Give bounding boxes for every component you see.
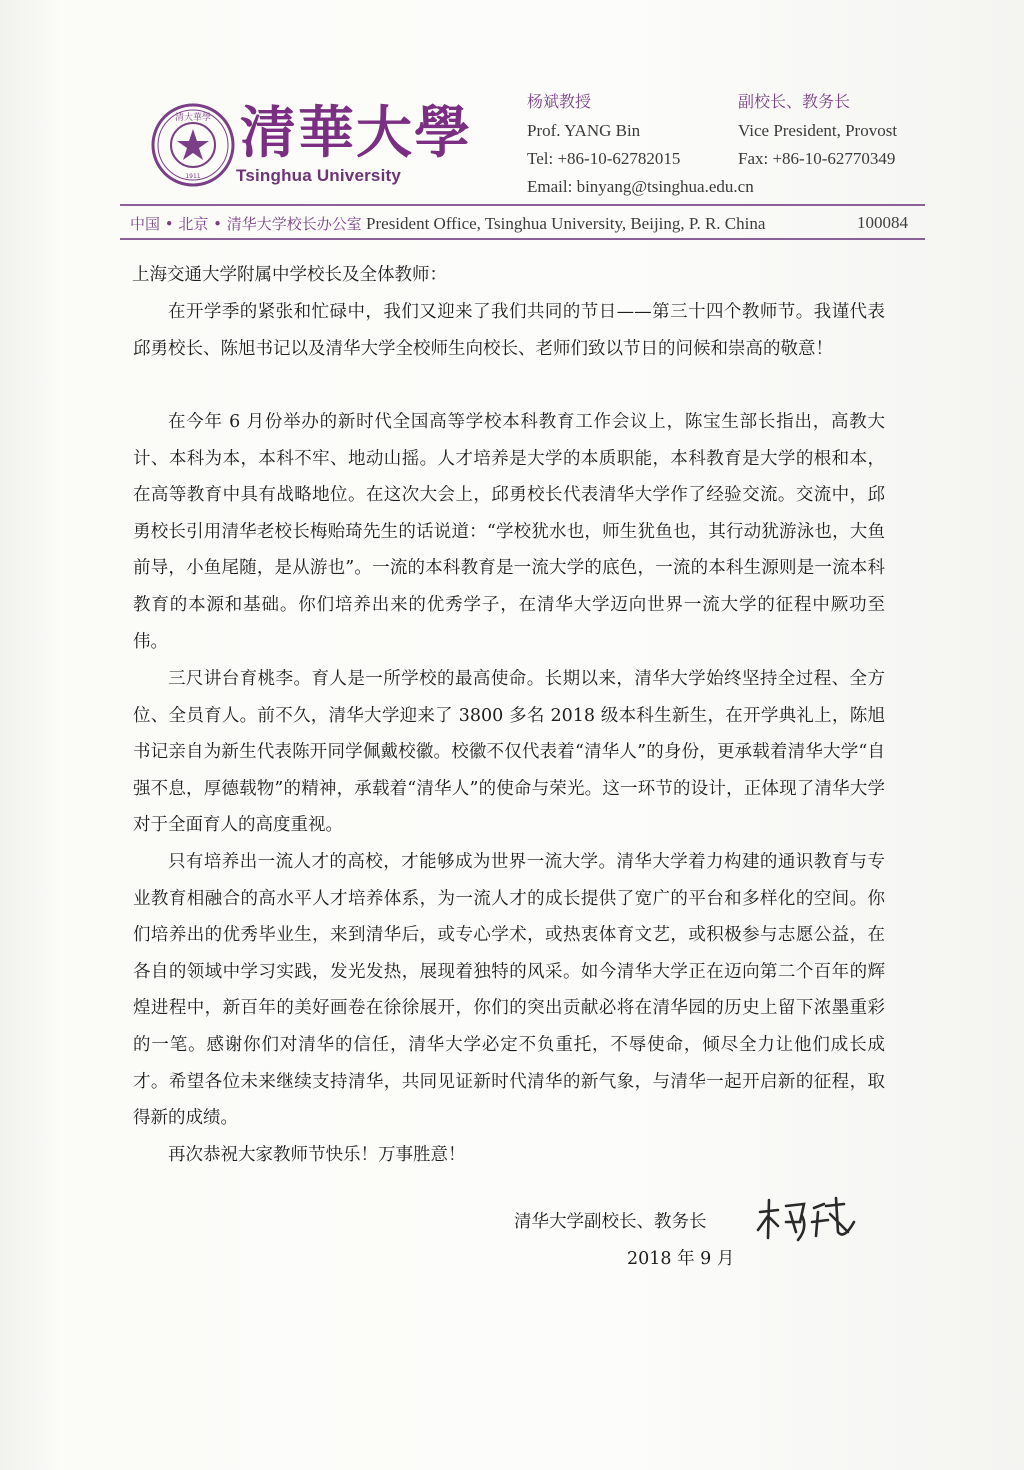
paragraph-2: 在今年 6 月份举办的新时代全国高等学校本科教育工作会议上，陈宝生部长指出，高教大计、本科为本，本科不牢、地动山摇。人才培养是大学的本质职能，本科教育是大学的根和本，在高等教育中具有战略地位。在这次大会上，邱勇校长代表清华大学作了经验交流。交流中，邱勇校长引用清华老校长梅贻琦先生的话说道：“学校犹水也，师生犹鱼也，其行动犹游泳也，大鱼前导，小鱼尾随，是从游也”。一流的本科教育是一流大学的底色，一流的本科生源则是一流本科教育的本源和基础。你们培养出来的优秀学子，在清华大学迈向世界一流大学的征程中厥功至伟。	[133, 412, 885, 652]
sender-name-cn: 杨斌教授	[527, 92, 592, 111]
logo-english: Tsinghua University	[236, 166, 402, 185]
email-address: Email: binyang@tsinghua.edu.cn	[527, 177, 754, 196]
address-cn: 中国 • 北京 • 清华大学校长办公室	[130, 215, 362, 233]
university-seal-icon	[151, 103, 235, 187]
paragraph-4: 只有培养出一流人才的高校，才能够成为世界一流大学。清华大学着力构建的通识教育与专业教育相融合的高水平人才培养体系，为一流人才的成长提供了宽广的平台和多样化的空间。你们培养出的优秀毕业生，来到清华后，或专心学术，或热衷体育文艺，或积极参与志愿公益，在各自的领域中学习实践，发光发热，展现着独特的风采。如今清华大学正在迈向第二个百年的辉煌进程中，新百年的美好画卷在徐徐展开，你们的突出贡献必将在清华园的历史上留下浓墨重彩的一笔。感谢你们对清华的信任，清华大学必定不负重托，不辱使命，倾尽全力让他们成长成才。希望各位未来继续支持清华，共同见证新时代清华的新气象，与清华一起开启新的征程，取得新的成绩。	[133, 852, 885, 1129]
seal-text: 清大華學	[174, 113, 212, 123]
paragraph-1: 在开学季的紧张和忙碌中，我们又迎来了我们共同的节日——第三十四个教师节。我谨代表邱勇校长、陈旭书记以及清华大学全校师生向校长、老师们致以节日的问候和崇高的敬意！	[133, 302, 885, 359]
sender-title-cn: 副校长、教务长	[738, 92, 851, 111]
postal-code: 100084	[857, 213, 908, 232]
address-en: President Office, Tsinghua University, Beijing, P. R. China	[366, 214, 766, 233]
seal-year: 1911	[185, 173, 201, 180]
fax-number: Fax: +86-10-62770349	[738, 149, 896, 168]
signer-title: 清华大学副校长、教务长	[514, 1212, 707, 1232]
sender-name-en: Prof. YANG Bin	[527, 121, 641, 140]
salutation: 上海交通大学附属中学校长及全体教师：	[132, 265, 447, 285]
handwritten-signature	[752, 1192, 862, 1248]
tel-number: Tel: +86-10-62782015	[527, 149, 681, 168]
paragraph-5: 再次恭祝大家教师节快乐！万事胜意！	[168, 1145, 466, 1165]
office-address	[130, 213, 920, 234]
header-rule-top	[120, 204, 925, 206]
header-rule-bottom	[120, 238, 925, 240]
sender-title-en: Vice President, Provost	[738, 121, 898, 140]
logo-chinese: 清華大學	[240, 100, 472, 166]
paragraph-3: 三尺讲台育桃李。育人是一所学校的最高使命。长期以来，清华大学始终坚持全过程、全方位、全员育人。前不久，清华大学迎来了 3800 多名 2018 级本科生新生，在开学典礼上，陈旭书记亲自为新生代表陈开同学佩戴校徽。校徽不仅代表着“清华人”的身份，更承载着清华大学“自强不息，厚德载物”的精神，承载着“清华人”的使命与荣光。这一环节的设计，正体现了清华大学对于全面育人的高度重视。	[133, 669, 885, 836]
letter-date: 2018 年 9 月	[627, 1249, 735, 1269]
